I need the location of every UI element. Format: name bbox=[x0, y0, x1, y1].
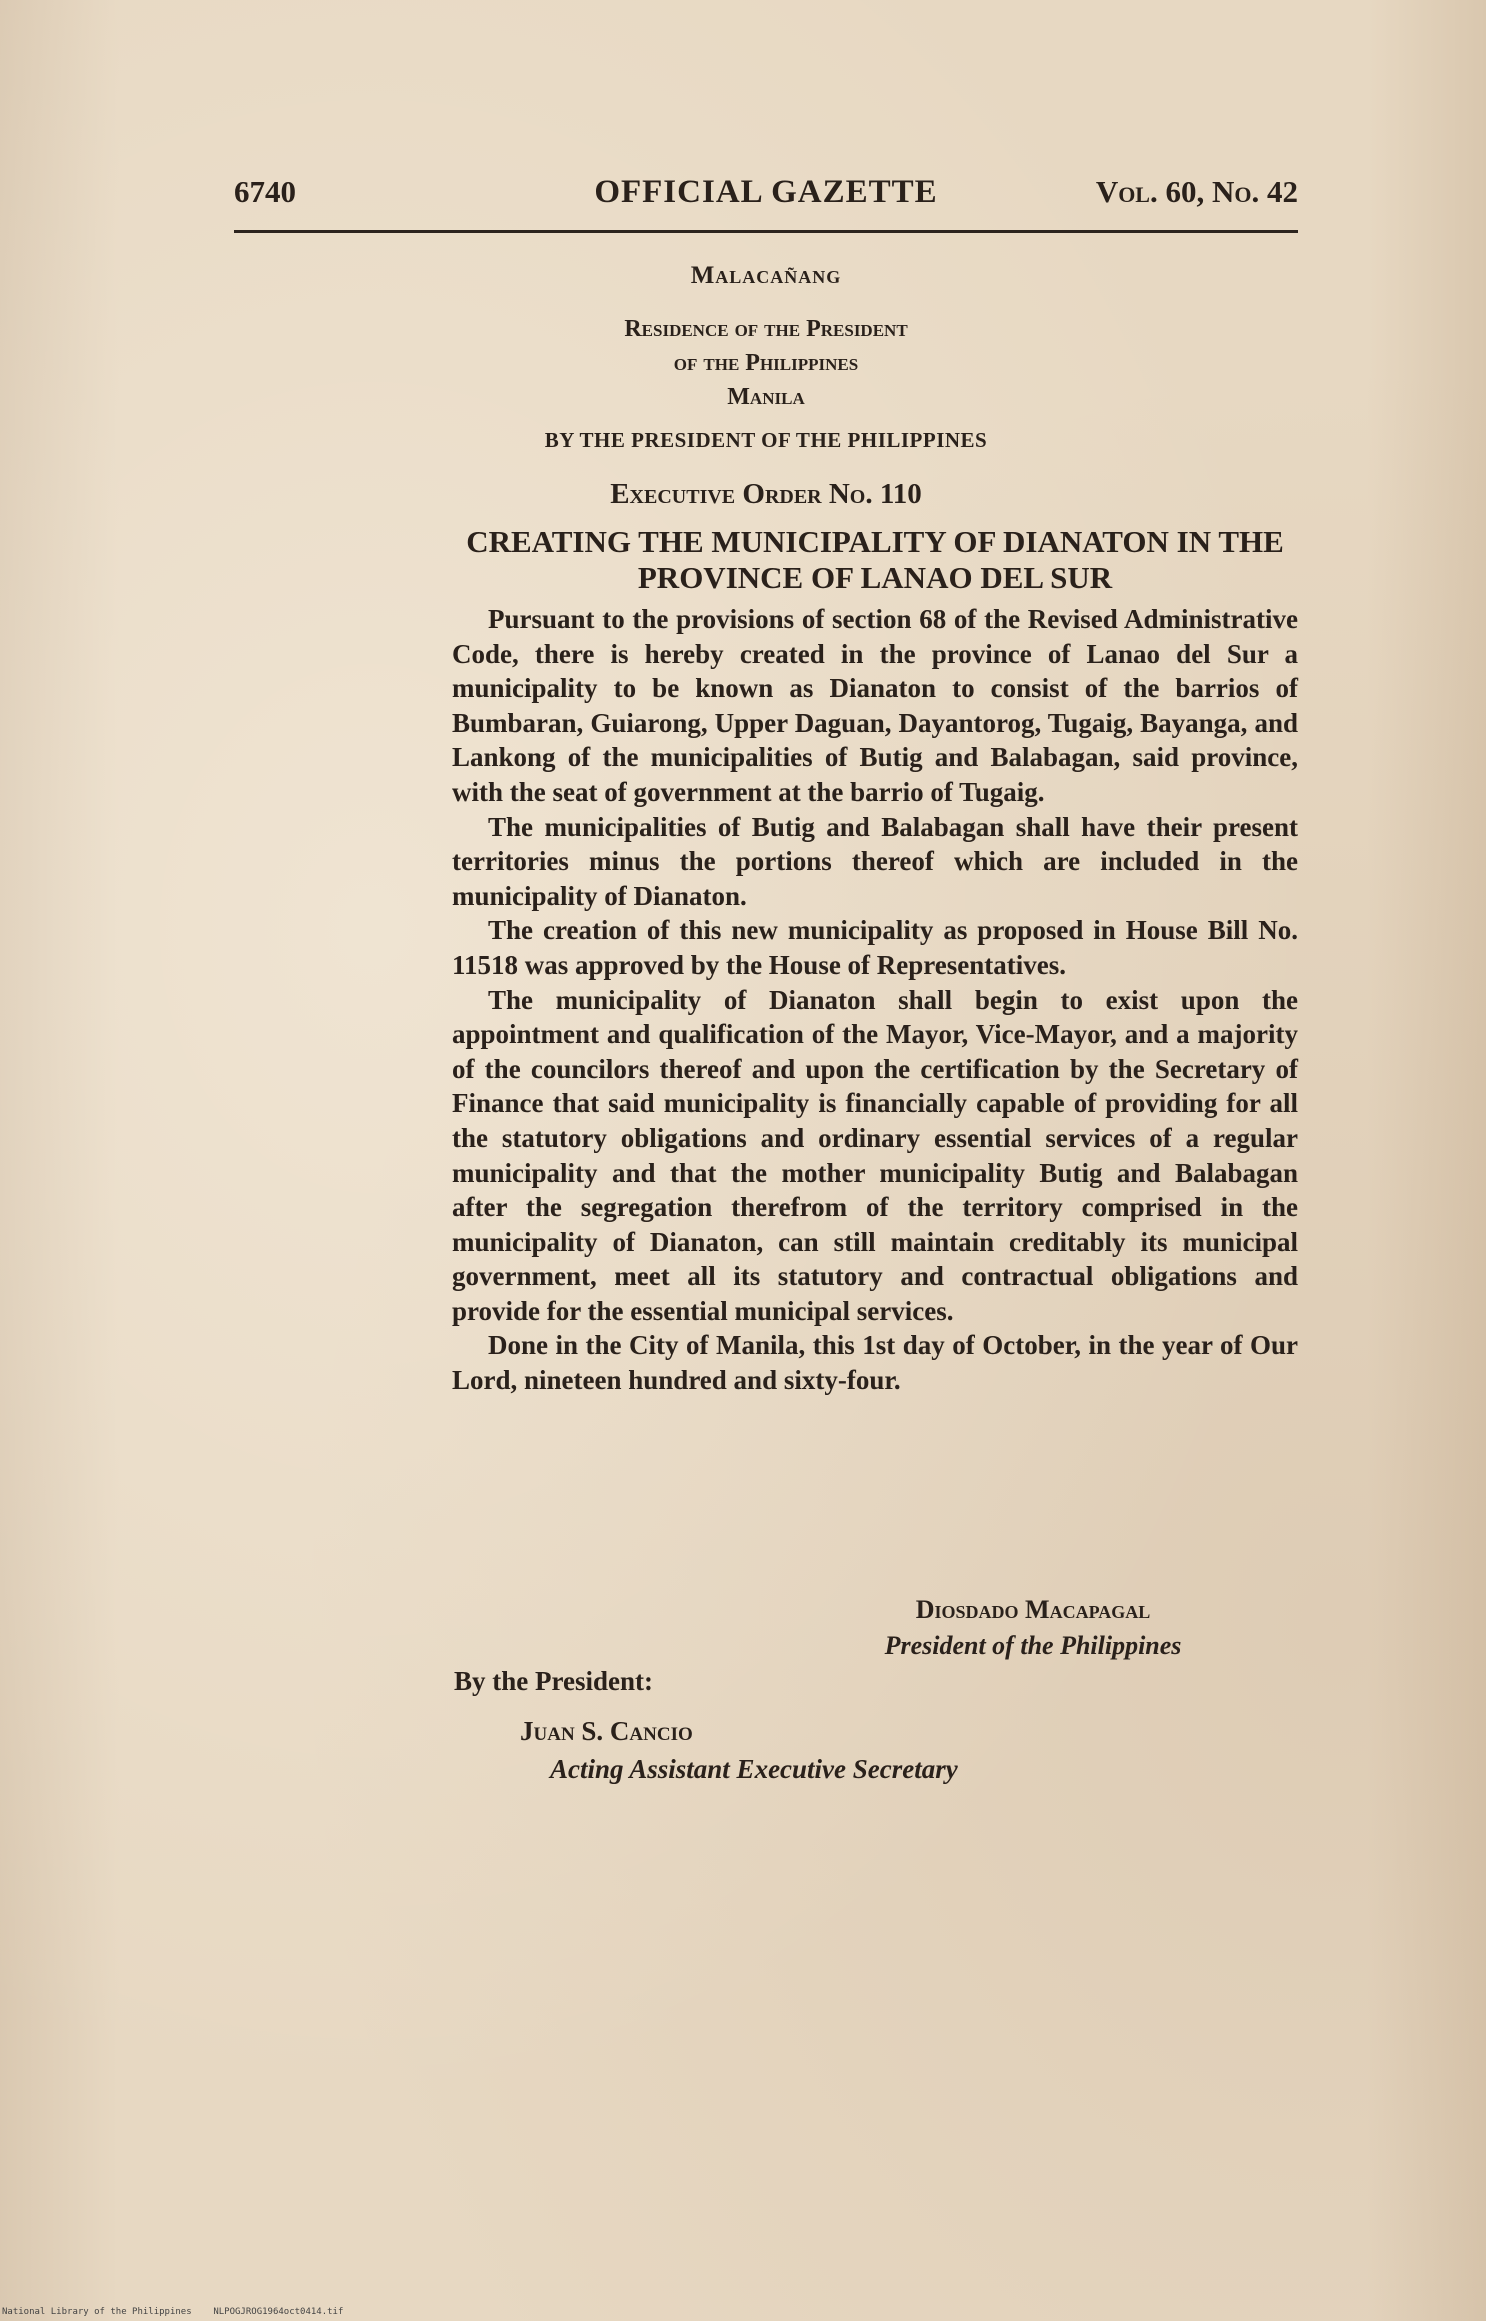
publication-title: OFFICIAL GAZETTE bbox=[594, 174, 938, 210]
paragraph-house-bill: The creation of this new municipality as proposed in House Bill No. 11518 was approved by the House of Representatives. bbox=[452, 915, 1298, 980]
signatory-title: President of the Philippines bbox=[884, 1631, 1182, 1660]
volume-number: Vol. 60, No. 42 bbox=[1095, 174, 1298, 209]
page-header bbox=[234, 174, 1298, 218]
paragraph-done: Done in the City of Manila, this 1st day of October, in the year of Our Lord, nineteen hundred and sixty-four. bbox=[452, 1330, 1298, 1396]
header-rule bbox=[234, 230, 1298, 233]
by-president-heading: BY THE PRESIDENT OF THE PHILIPPINES bbox=[544, 428, 988, 452]
paragraph-conditions: The municipality of Dianaton shall begin to exist upon the appointment and qualification of the Mayor, Vice-Mayor, and a majority of the councilors thereof and upon the certification by the Secretary of Finance that said municipality is financially capable of providing for all the statutory obligations and ordinary essential services of a regular municipality and that the mother municipality Butig and Balabagan after the segregation therefrom of the territory comprised in the municipality of Dianaton, can still maintain creditably its municipal government, meet all its statutory and contractual obligations and provide for the essential municipal services. bbox=[452, 984, 1298, 1326]
executive-order-number: Executive Order No. 110 bbox=[610, 478, 922, 510]
order-title: CREATING THE MUNICIPALITY OF DIANATON IN THE PROVINCE OF LANAO DEL SUR bbox=[466, 524, 1284, 595]
countersign-name: Juan S. Cancio bbox=[520, 1716, 693, 1746]
footer-source: National Library of the Philippines bbox=[2, 2307, 192, 2317]
residence-heading-line1: Residence of the President bbox=[624, 316, 908, 342]
footer-file: NLPOGJROG1964oct0414.tif bbox=[213, 2307, 344, 2317]
residence-heading-line2: of the Philippines bbox=[673, 350, 859, 376]
paragraph-creation: Pursuant to the provisions of section 68 of the Revised Administrative Code, there is hereby created in the province of Lanao del Sur a municipality to be known as Dianaton to consist of the barrios of Bumbaran, Guiarong, Upper Daguan, Dayantorog, Tugaig, Bayanga, and Lankong of the municipalities of Butig and Balabagan, said province, with the seat of government at the barrio of Tugaig. bbox=[452, 604, 1298, 807]
city-heading: Manila bbox=[727, 384, 805, 410]
countersign-title: Acting Assistant Executive Secretary bbox=[550, 1754, 958, 1784]
page-number: 6740 bbox=[234, 174, 296, 209]
scan-footer bbox=[2, 2307, 343, 2317]
paragraph-territories: The municipalities of Butig and Balabagan shall have their present territories minus the portions thereof which are included in the municipality of Dianaton. bbox=[452, 811, 1298, 911]
order-body bbox=[452, 602, 1298, 1398]
by-the-president-label: By the President: bbox=[454, 1666, 653, 1696]
president-signature-block bbox=[800, 1592, 1266, 1664]
signatory-name: Diosdado Macapagal bbox=[915, 1595, 1151, 1624]
place-heading: Malacañang bbox=[690, 262, 842, 289]
countersign-block bbox=[520, 1712, 958, 1788]
